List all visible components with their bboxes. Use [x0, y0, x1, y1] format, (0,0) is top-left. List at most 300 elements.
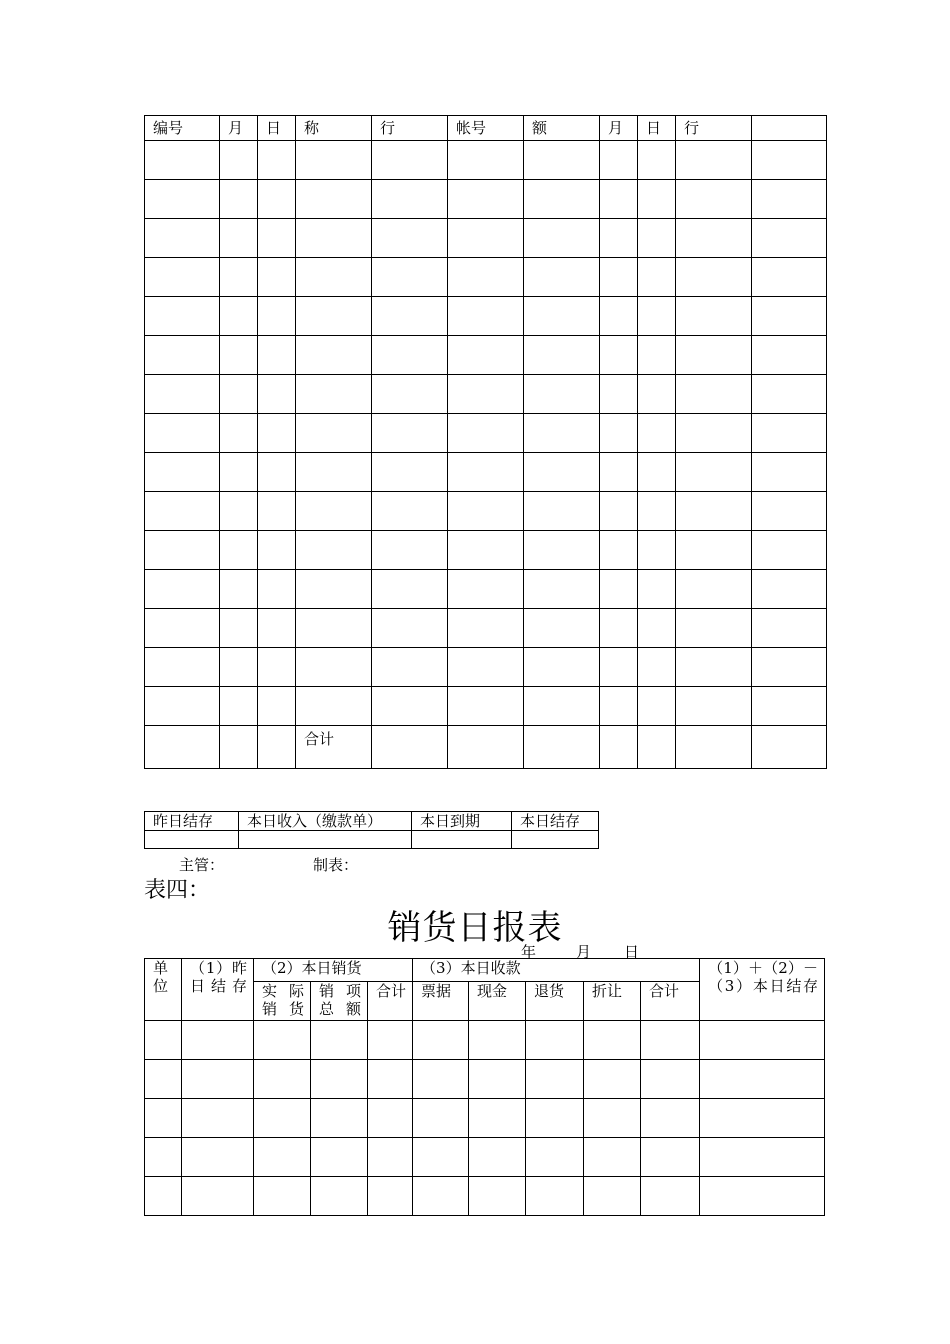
table-cell [296, 375, 372, 414]
table-cell [296, 297, 372, 336]
table-cell [641, 1060, 700, 1099]
table-cell [145, 531, 220, 570]
table-cell [220, 141, 258, 180]
table-cell [676, 687, 752, 726]
table-cell [641, 1177, 700, 1216]
table-cell [752, 531, 827, 570]
daily-row [145, 1138, 825, 1177]
table-cell [220, 531, 258, 570]
table-cell [145, 453, 220, 492]
table-cell [676, 141, 752, 180]
table-cell [641, 1138, 700, 1177]
table-cell [448, 492, 524, 531]
table-cell [638, 219, 676, 258]
table-cell [448, 453, 524, 492]
today-balance-header: （1）＋（2）－（3）本日结存 [700, 959, 825, 1021]
table-cell [182, 1060, 254, 1099]
ledger-header-cell: 行 [676, 116, 752, 141]
table-cell [368, 1060, 413, 1099]
table-cell [526, 1099, 584, 1138]
table-cell [254, 1060, 311, 1099]
table-cell [258, 453, 296, 492]
table-cell [700, 1021, 825, 1060]
table-cell [413, 1021, 469, 1060]
sales-total-header: 销项总额 [311, 982, 368, 1021]
table-cell [641, 1021, 700, 1060]
table-cell [638, 609, 676, 648]
table-cell [526, 1060, 584, 1099]
discount-header: 折让 [584, 982, 641, 1021]
table-cell [638, 648, 676, 687]
table-cell [254, 1099, 311, 1138]
table-cell [638, 141, 676, 180]
table-cell [676, 336, 752, 375]
table-cell [526, 1021, 584, 1060]
table-cell [258, 492, 296, 531]
table-cell [296, 570, 372, 609]
table-cell [182, 1177, 254, 1216]
table-cell [448, 336, 524, 375]
table-cell [254, 1021, 311, 1060]
yesterday-balance-header: （1）昨日结存 [182, 959, 254, 1021]
table-cell [638, 297, 676, 336]
table-cell [752, 336, 827, 375]
ledger-row [145, 414, 827, 453]
table-cell [676, 570, 752, 609]
summary-header-cell: 昨日结存 [145, 812, 239, 831]
table-cell [469, 1099, 526, 1138]
table-cell [638, 570, 676, 609]
table-cell [258, 375, 296, 414]
ledger-header-cell: 月 [220, 116, 258, 141]
table-cell [676, 492, 752, 531]
table-cell [372, 219, 448, 258]
total-label: 合计 [296, 726, 372, 769]
daily-row [145, 1060, 825, 1099]
table-cell [524, 726, 600, 769]
table-cell [752, 570, 827, 609]
table-cell [220, 180, 258, 219]
table-cell [413, 1138, 469, 1177]
table-cell [372, 726, 448, 769]
table-cell [296, 453, 372, 492]
table-cell [600, 726, 638, 769]
table-cell [448, 687, 524, 726]
table-cell [752, 258, 827, 297]
ledger-header-cell: 编号 [145, 116, 220, 141]
table-cell [145, 609, 220, 648]
table-cell [524, 687, 600, 726]
ledger-row [145, 570, 827, 609]
table-cell [700, 1177, 825, 1216]
table-cell [524, 414, 600, 453]
table-cell [372, 141, 448, 180]
table-cell [600, 609, 638, 648]
table-cell [641, 1099, 700, 1138]
table-cell [182, 1138, 254, 1177]
bills-header: 票据 [413, 982, 469, 1021]
table-cell [296, 609, 372, 648]
table-cell [638, 180, 676, 219]
table-cell [600, 531, 638, 570]
table-cell [258, 414, 296, 453]
table-cell [220, 570, 258, 609]
collection-group-header: （3）本日收款 [413, 959, 700, 982]
table-cell [372, 687, 448, 726]
table-label: 表四： [144, 878, 211, 903]
table-cell [311, 1138, 368, 1177]
table-cell [638, 687, 676, 726]
table-cell [448, 531, 524, 570]
table-cell [258, 141, 296, 180]
ledger-header-cell: 月 [600, 116, 638, 141]
table-cell [524, 258, 600, 297]
unit-header: 单位 [145, 959, 182, 1021]
table-cell [372, 180, 448, 219]
table-cell [448, 648, 524, 687]
table-cell [220, 375, 258, 414]
ledger-row [145, 297, 827, 336]
table-cell [296, 687, 372, 726]
table-cell [676, 453, 752, 492]
table-cell [372, 609, 448, 648]
table-cell [296, 414, 372, 453]
table-cell [524, 141, 600, 180]
table-cell [311, 1060, 368, 1099]
table-cell [258, 258, 296, 297]
table-cell [220, 687, 258, 726]
table-cell [676, 531, 752, 570]
table-cell [600, 570, 638, 609]
table-cell [448, 141, 524, 180]
table-cell [220, 297, 258, 336]
daily-row [145, 1021, 825, 1060]
ledger-header-row [145, 116, 827, 141]
table-cell [145, 1099, 182, 1138]
table-cell [526, 1138, 584, 1177]
table-cell [220, 726, 258, 769]
daily-row [145, 1099, 825, 1138]
table-cell [638, 453, 676, 492]
ledger-header-cell: 行 [372, 116, 448, 141]
table-cell [638, 258, 676, 297]
table-cell [524, 531, 600, 570]
ledger-header-cell: 日 [638, 116, 676, 141]
table-cell [676, 414, 752, 453]
manager-signature-label: 主管： [179, 856, 225, 874]
table-cell [145, 648, 220, 687]
table-cell [600, 648, 638, 687]
table-cell [524, 297, 600, 336]
table-cell [676, 375, 752, 414]
table-cell [700, 1060, 825, 1099]
table-cell [752, 297, 827, 336]
summary-value-cell [145, 831, 239, 849]
table-cell [311, 1021, 368, 1060]
table-cell [220, 219, 258, 258]
table-cell [600, 375, 638, 414]
table-cell [676, 726, 752, 769]
table-cell [372, 492, 448, 531]
table-cell [526, 1177, 584, 1216]
table-cell [752, 492, 827, 531]
table-cell [752, 414, 827, 453]
ledger-row [145, 219, 827, 258]
table-cell [600, 258, 638, 297]
table-cell [676, 297, 752, 336]
table-cell [752, 648, 827, 687]
table-cell [145, 687, 220, 726]
table-cell [524, 180, 600, 219]
table-cell [145, 297, 220, 336]
table-cell [524, 375, 600, 414]
table-cell [372, 414, 448, 453]
maker-signature-label: 制表： [313, 856, 359, 874]
ledger-row [145, 141, 827, 180]
table-cell [584, 1021, 641, 1060]
table-cell [258, 609, 296, 648]
table-cell [145, 258, 220, 297]
ledger-row [145, 258, 827, 297]
ledger-row [145, 492, 827, 531]
actual-sales-header: 实际销货 [254, 982, 311, 1021]
collection-sum-header: 合计 [641, 982, 700, 1021]
table-cell [524, 570, 600, 609]
table-cell [220, 414, 258, 453]
table-cell [524, 609, 600, 648]
table-cell [296, 336, 372, 375]
summary-header-cell: 本日到期 [412, 812, 512, 831]
table-cell [448, 414, 524, 453]
table-cell [752, 375, 827, 414]
summary-header-cell: 本日结存 [512, 812, 599, 831]
ledger-row [145, 180, 827, 219]
table-cell [372, 375, 448, 414]
table-cell [469, 1138, 526, 1177]
table-cell [296, 219, 372, 258]
table-cell [413, 1099, 469, 1138]
table-cell [182, 1099, 254, 1138]
table-cell [258, 219, 296, 258]
table-cell [372, 531, 448, 570]
table-cell [220, 258, 258, 297]
table-cell [258, 648, 296, 687]
summary-header-row [145, 812, 599, 831]
table-cell [372, 297, 448, 336]
sales-group-header: （2）本日销货 [254, 959, 413, 982]
table-cell [296, 531, 372, 570]
table-cell [182, 1021, 254, 1060]
table-cell [584, 1138, 641, 1177]
table-cell [311, 1099, 368, 1138]
date-year-label: 年 [521, 943, 537, 961]
ledger-row [145, 648, 827, 687]
returns-header: 退货 [526, 982, 584, 1021]
table-cell [145, 336, 220, 375]
table-cell [368, 1138, 413, 1177]
ledger-row [145, 531, 827, 570]
table-cell [676, 609, 752, 648]
table-cell [145, 570, 220, 609]
table-cell [676, 258, 752, 297]
table-cell [296, 258, 372, 297]
table-cell [600, 687, 638, 726]
ledger-header-cell: 帐号 [448, 116, 524, 141]
table-cell [584, 1099, 641, 1138]
table-cell [638, 414, 676, 453]
table-cell [145, 141, 220, 180]
table-cell [600, 492, 638, 531]
table-cell [145, 219, 220, 258]
table-cell [145, 1177, 182, 1216]
table-cell [469, 1021, 526, 1060]
table-cell [220, 492, 258, 531]
table-cell [258, 570, 296, 609]
table-cell [524, 336, 600, 375]
table-cell [220, 609, 258, 648]
table-cell [600, 141, 638, 180]
table-cell [448, 726, 524, 769]
table-cell [145, 492, 220, 531]
table-cell [220, 648, 258, 687]
table-cell [638, 375, 676, 414]
table-cell [676, 180, 752, 219]
ledger-row [145, 336, 827, 375]
table-cell [145, 1138, 182, 1177]
table-cell [600, 180, 638, 219]
table-cell [676, 648, 752, 687]
table-cell [368, 1099, 413, 1138]
table-cell [752, 687, 827, 726]
table-cell [752, 219, 827, 258]
ledger-body [145, 141, 827, 769]
table-cell [296, 492, 372, 531]
table-cell [638, 336, 676, 375]
cash-header: 现金 [469, 982, 526, 1021]
table-cell [448, 219, 524, 258]
table-cell [600, 297, 638, 336]
table-cell [700, 1138, 825, 1177]
table-cell [524, 648, 600, 687]
table-cell [600, 414, 638, 453]
report-title: 销货日报表 [387, 908, 563, 948]
table-cell [254, 1138, 311, 1177]
table-cell [258, 726, 296, 769]
table-cell [524, 492, 600, 531]
table-cell [752, 609, 827, 648]
date-month-label: 月 [576, 943, 592, 961]
ledger-row [145, 726, 827, 769]
table-cell [638, 492, 676, 531]
table-cell [638, 531, 676, 570]
table-cell [448, 570, 524, 609]
ledger-header-cell: 称 [296, 116, 372, 141]
table-cell [584, 1177, 641, 1216]
summary-value-cell [239, 831, 412, 849]
table-cell [448, 297, 524, 336]
sales-daily-table [144, 958, 825, 1216]
table-cell [448, 375, 524, 414]
table-cell [145, 726, 220, 769]
table-cell [145, 180, 220, 219]
table-cell [752, 180, 827, 219]
table-cell [469, 1177, 526, 1216]
table-cell [311, 1177, 368, 1216]
table-cell [413, 1060, 469, 1099]
table-cell [258, 180, 296, 219]
table-cell [600, 219, 638, 258]
table-cell [448, 180, 524, 219]
table-cell [296, 180, 372, 219]
daily-body [145, 1021, 825, 1216]
table-cell [372, 453, 448, 492]
table-cell [752, 453, 827, 492]
table-cell [254, 1177, 311, 1216]
table-cell [372, 648, 448, 687]
table-cell [372, 336, 448, 375]
table-cell [700, 1099, 825, 1138]
table-cell [600, 336, 638, 375]
summary-value-row [145, 831, 599, 849]
ledger-header-cell: 额 [524, 116, 600, 141]
table-cell [220, 336, 258, 375]
table-cell [413, 1177, 469, 1216]
ledger-row [145, 687, 827, 726]
table-cell [448, 258, 524, 297]
table-cell [145, 1021, 182, 1060]
table-cell [752, 141, 827, 180]
table-cell [372, 258, 448, 297]
table-cell [600, 453, 638, 492]
table-cell [524, 219, 600, 258]
table-cell [145, 1060, 182, 1099]
daily-header-row-1 [145, 959, 825, 982]
sales-sum-header: 合计 [368, 982, 413, 1021]
table-cell [752, 726, 827, 769]
table-cell [524, 453, 600, 492]
table-cell [145, 414, 220, 453]
table-cell [145, 375, 220, 414]
table-cell [296, 141, 372, 180]
table-cell [258, 687, 296, 726]
table-cell [258, 531, 296, 570]
date-day-label: 日 [624, 943, 640, 961]
table-cell [220, 453, 258, 492]
summary-table [144, 811, 599, 849]
ledger-row [145, 609, 827, 648]
table-cell [638, 726, 676, 769]
daily-row [145, 1177, 825, 1216]
ledger-row [145, 453, 827, 492]
ledger-header-cell: 日 [258, 116, 296, 141]
table-cell [368, 1177, 413, 1216]
table-cell [296, 648, 372, 687]
table-cell [448, 609, 524, 648]
summary-value-cell [512, 831, 599, 849]
table-cell [584, 1060, 641, 1099]
summary-header-cell: 本日收入（缴款单） [239, 812, 412, 831]
table-cell [258, 297, 296, 336]
ledger-header-cell [752, 116, 827, 141]
table-cell [258, 336, 296, 375]
table-cell [368, 1021, 413, 1060]
ledger-row [145, 375, 827, 414]
table-cell [372, 570, 448, 609]
table-cell [469, 1060, 526, 1099]
summary-value-cell [412, 831, 512, 849]
table-cell [676, 219, 752, 258]
ledger-table [144, 115, 827, 769]
